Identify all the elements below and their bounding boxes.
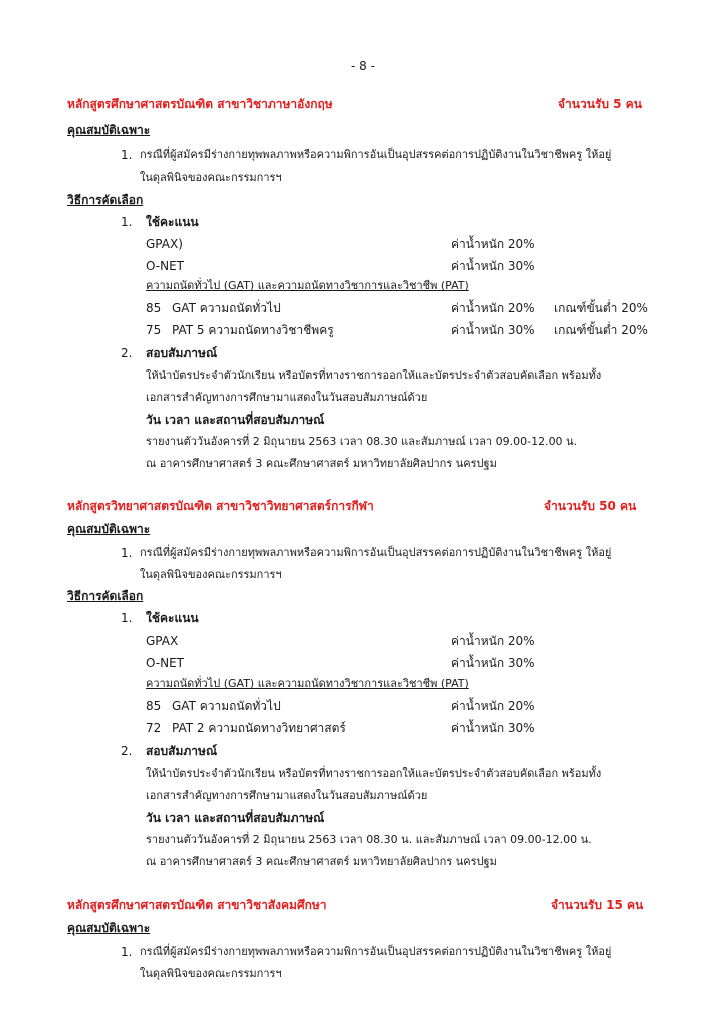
program-title: หลักสูตรศึกษาศาสตรบัณฑิต สาขาวิชาสังคมศึกษา — [67, 898, 327, 912]
onet-weight: ค่าน้ำหนัก 30% — [451, 656, 535, 670]
qualification-text-line: กรณีที่ผู้สมัครมีร่างกายทุพพลภาพหรือความพิการอันเป็นอุปสรรคต่อการปฏิบัติงานในวิชาชีพครู ให้อยู่ — [140, 546, 612, 559]
onet-weight: ค่าน้ำหนัก 30% — [451, 259, 535, 273]
pat-weight: ค่าน้ำหนัก 30% — [451, 323, 535, 337]
schedule-heading: วัน เวลา และสถานที่สอบสัมภาษณ์ — [146, 413, 325, 427]
interview-text-line: เอกสารสำคัญทางการศึกษามาแสดงในวันสอบสัมภาษณ์ด้วย — [146, 391, 428, 404]
interview-heading: สอบสัมภาษณ์ — [146, 346, 218, 360]
interview-number: 2. — [121, 346, 133, 360]
program-title: หลักสูตรศึกษาศาสตรบัณฑิต สาขาวิชาภาษาอังกฤษ — [67, 97, 333, 111]
qualification-heading: คุณสมบัติเฉพาะ — [67, 123, 151, 137]
aptitude-heading: ความถนัดทั่วไป (GAT) และความถนัดทางวิชาการและวิชาชีพ (PAT) — [146, 279, 469, 292]
program-quota: จำนวนรับ 5 คน — [558, 97, 642, 111]
pat-label: PAT 5 ความถนัดทางวิชาชีพครู — [172, 323, 334, 337]
qualification-number: 1. — [121, 546, 133, 560]
schedule-text-line: ณ อาคารศึกษาศาสตร์ 3 คณะศึกษาศาสตร์ มหาวิทยาลัยศิลปากร นครปฐม — [146, 855, 497, 868]
interview-number: 2. — [121, 744, 133, 758]
qualification-text-line: ในดุลพินิจของคณะกรรมการฯ — [140, 568, 282, 581]
program-title: หลักสูตรวิทยาศาสตรบัณฑิต สาขาวิชาวิทยาศาสตร์การกีฬา — [67, 499, 374, 513]
pat-code: 75 — [146, 323, 162, 337]
qualification-text-line: ในดุลพินิจของคณะกรรมการฯ — [140, 171, 282, 184]
pat-label: PAT 2 ความถนัดทางวิทยาศาสตร์ — [172, 721, 346, 735]
schedule-text-line: รายงานตัววันอังคารที่ 2 มิถุนายน 2563 เวลา 08.30 น. และสัมภาษณ์ เวลา 09.00-12.00 น. — [146, 833, 592, 846]
qualification-number: 1. — [121, 148, 133, 162]
gpax-weight: ค่าน้ำหนัก 20% — [451, 237, 535, 251]
gat-code: 85 — [146, 301, 162, 315]
gat-label: GAT ความถนัดทั่วไป — [172, 699, 281, 713]
schedule-text-line: รายงานตัววันอังคารที่ 2 มิถุนายน 2563 เวลา 08.30 และสัมภาษณ์ เวลา 09.00-12.00 น. — [146, 435, 578, 448]
gat-minimum: เกณฑ์ขั้นต่ำ 20% — [554, 301, 648, 315]
gat-weight: ค่าน้ำหนัก 20% — [451, 699, 535, 713]
qualification-number: 1. — [121, 945, 133, 959]
selection-method-heading: วิธีการคัดเลือก — [67, 589, 144, 603]
page-number: - 8 - — [351, 59, 375, 73]
qualification-text-line: ในดุลพินิจของคณะกรรมการฯ — [140, 967, 282, 980]
interview-text-line: ให้นำบัตรประจำตัวนักเรียน หรือบัตรที่ทางราชการออกให้และบัตรประจำตัวสอบคัดเลือก พร้อมทั้ง — [146, 369, 602, 382]
gpax-label: GPAX — [146, 634, 179, 648]
pat-weight: ค่าน้ำหนัก 30% — [451, 721, 535, 735]
schedule-heading: วัน เวลา และสถานที่สอบสัมภาษณ์ — [146, 811, 325, 825]
gpax-label: GPAX) — [146, 237, 183, 251]
score-number: 1. — [121, 215, 133, 229]
qualification-text-line: กรณีที่ผู้สมัครมีร่างกายทุพพลภาพหรือความพิการอันเป็นอุปสรรคต่อการปฏิบัติงานในวิชาชีพครู ให้อยู่ — [140, 148, 612, 161]
schedule-text-line: ณ อาคารศึกษาศาสตร์ 3 คณะศึกษาศาสตร์ มหาวิทยาลัยศิลปากร นครปฐม — [146, 457, 497, 470]
selection-method-heading: วิธีการคัดเลือก — [67, 193, 144, 207]
gat-weight: ค่าน้ำหนัก 20% — [451, 301, 535, 315]
program-quota: จำนวนรับ 15 คน — [551, 898, 644, 912]
score-heading: ใช้คะแนน — [146, 215, 199, 229]
gat-code: 85 — [146, 699, 162, 713]
qualification-text-line: กรณีที่ผู้สมัครมีร่างกายทุพพลภาพหรือความพิการอันเป็นอุปสรรคต่อการปฏิบัติงานในวิชาชีพครู ให้อยู่ — [140, 945, 612, 958]
onet-label: O-NET — [146, 259, 184, 273]
score-number: 1. — [121, 611, 133, 625]
score-heading: ใช้คะแนน — [146, 611, 199, 625]
program-quota: จำนวนรับ 50 คน — [544, 499, 637, 513]
onet-label: O-NET — [146, 656, 184, 670]
aptitude-heading: ความถนัดทั่วไป (GAT) และความถนัดทางวิชาการและวิชาชีพ (PAT) — [146, 677, 469, 690]
qualification-heading: คุณสมบัติเฉพาะ — [67, 522, 151, 536]
interview-text-line: ให้นำบัตรประจำตัวนักเรียน หรือบัตรที่ทางราชการออกให้และบัตรประจำตัวสอบคัดเลือก พร้อมทั้ง — [146, 767, 602, 780]
interview-text-line: เอกสารสำคัญทางการศึกษามาแสดงในวันสอบสัมภาษณ์ด้วย — [146, 789, 428, 802]
qualification-heading: คุณสมบัติเฉพาะ — [67, 921, 151, 935]
gat-label: GAT ความถนัดทั่วไป — [172, 301, 281, 315]
pat-code: 72 — [146, 721, 162, 735]
pat-minimum: เกณฑ์ขั้นต่ำ 20% — [554, 323, 648, 337]
interview-heading: สอบสัมภาษณ์ — [146, 744, 218, 758]
gpax-weight: ค่าน้ำหนัก 20% — [451, 634, 535, 648]
